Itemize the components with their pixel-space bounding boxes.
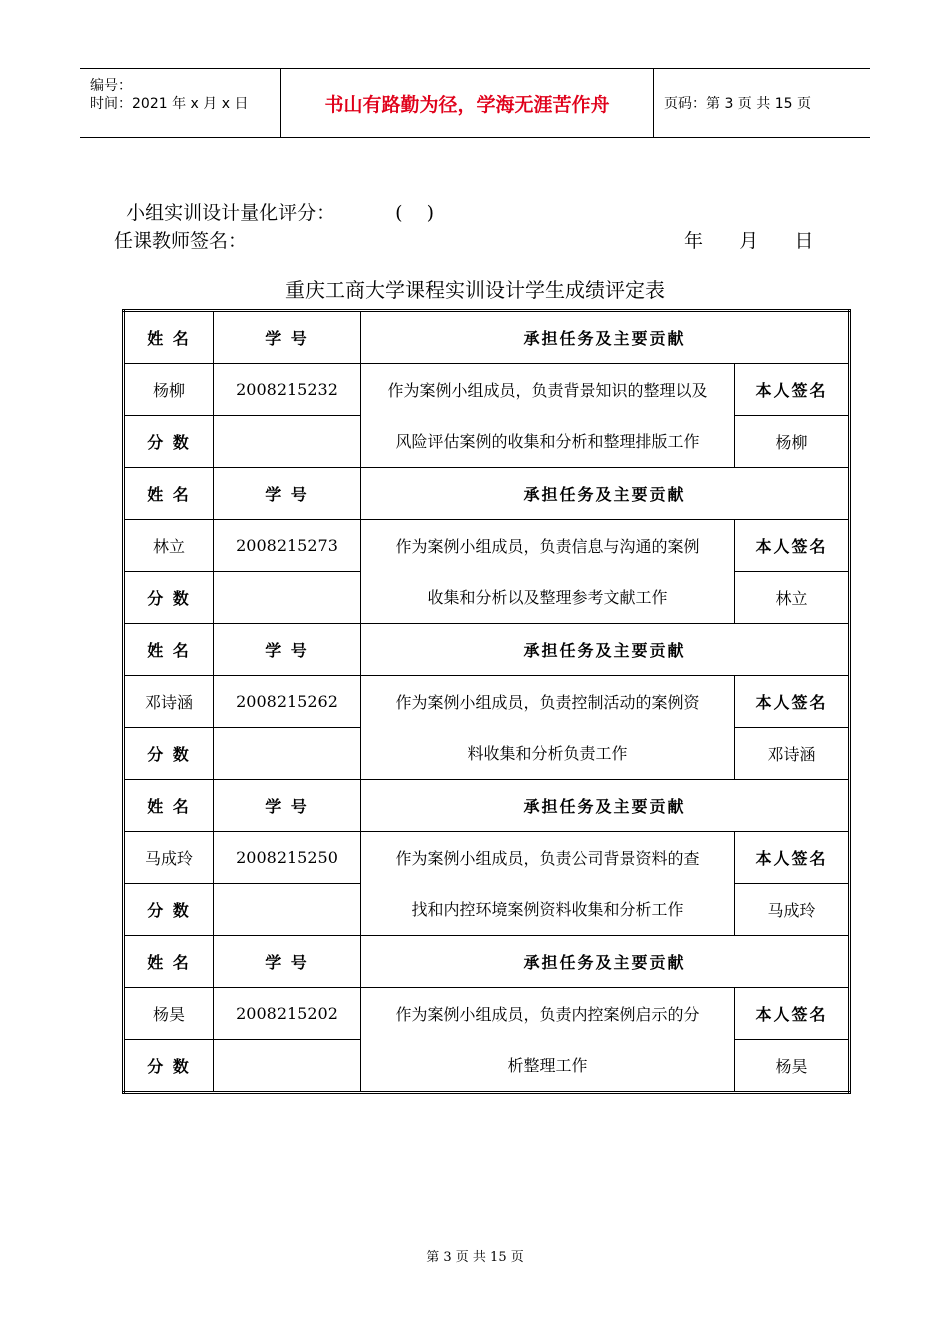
score-label: 分 数 — [124, 416, 214, 468]
task-label: 承担任务及主要贡献 — [361, 468, 850, 520]
student-name: 邓诗涵 — [124, 676, 214, 728]
name-label: 姓 名 — [124, 936, 214, 988]
header-meta-cell — [80, 69, 281, 137]
score-label: 分 数 — [124, 1040, 214, 1093]
student-name: 杨柳 — [124, 364, 214, 416]
score-label: 小组实训设计量化评分： — [126, 202, 336, 224]
student-name: 马成玲 — [124, 832, 214, 884]
header-page-cell — [654, 69, 870, 137]
sign-label: 本人签名 — [735, 364, 850, 416]
task-line: 作为案例小组成员，负责公司背景资料的查 — [395, 848, 700, 868]
header-row — [124, 624, 850, 676]
score-value[interactable] — [214, 416, 361, 468]
id-label: 学 号 — [214, 936, 361, 988]
header-number: 编号： — [90, 78, 132, 94]
student-signature: 马成玲 — [735, 884, 850, 936]
student-id: 2008215250 — [214, 832, 361, 884]
task-line: 作为案例小组成员，负责背景知识的整理以及 — [387, 380, 708, 400]
header-time: 时间：2021 年 x 月 x 日 — [90, 96, 249, 112]
teacher-signature-label: 任课教师签名： — [114, 230, 248, 252]
student-signature: 林立 — [735, 572, 850, 624]
student-id: 2008215262 — [214, 676, 361, 728]
task-line: 作为案例小组成员，负责信息与沟通的案例 — [395, 536, 700, 556]
id-label: 学 号 — [214, 624, 361, 676]
header-row — [124, 780, 850, 832]
task-line: 料收集和分析负责工作 — [467, 743, 628, 763]
name-label: 姓 名 — [124, 624, 214, 676]
sign-label: 本人签名 — [735, 520, 850, 572]
grade-table — [122, 309, 851, 1094]
task-label: 承担任务及主要贡献 — [361, 624, 850, 676]
student-task — [361, 988, 735, 1093]
student-id: 2008215202 — [214, 988, 361, 1040]
sign-label: 本人签名 — [735, 988, 850, 1040]
student-id: 2008215232 — [214, 364, 361, 416]
student-row — [124, 676, 850, 728]
student-row — [124, 520, 850, 572]
task-line: 作为案例小组成员，负责控制活动的案例资 — [395, 692, 700, 712]
student-name: 杨昊 — [124, 988, 214, 1040]
student-row — [124, 988, 850, 1040]
student-row — [124, 832, 850, 884]
score-value[interactable] — [214, 1040, 361, 1093]
table-title: 重庆工商大学课程实训设计学生成绩评定表 — [285, 278, 665, 302]
name-label: 姓 名 — [124, 780, 214, 832]
task-line: 收集和分析以及整理参考文献工作 — [427, 587, 668, 607]
student-task — [361, 364, 735, 468]
task-line: 找和内控环境案例资料收集和分析工作 — [411, 899, 684, 919]
header-row — [124, 936, 850, 988]
task-label: 承担任务及主要贡献 — [361, 936, 850, 988]
grade-table-body — [124, 311, 850, 1093]
student-task — [361, 832, 735, 936]
score-value[interactable] — [214, 884, 361, 936]
task-label: 承担任务及主要贡献 — [361, 780, 850, 832]
score-paren: ( ) — [395, 202, 435, 224]
header-motto: 书山有路勤为径，学海无涯苦作舟 — [324, 93, 610, 116]
score-label: 分 数 — [124, 884, 214, 936]
score-value[interactable] — [214, 728, 361, 780]
score-label: 分 数 — [124, 728, 214, 780]
name-label: 姓 名 — [124, 311, 214, 364]
student-signature: 杨柳 — [735, 416, 850, 468]
task-line: 析整理工作 — [507, 1055, 588, 1075]
student-signature: 邓诗涵 — [735, 728, 850, 780]
student-name: 林立 — [124, 520, 214, 572]
score-line — [114, 176, 434, 225]
student-task — [361, 676, 735, 780]
task-line: 作为案例小组成员，负责内控案例启示的分 — [395, 1004, 700, 1024]
id-label: 学 号 — [214, 780, 361, 832]
score-value[interactable] — [214, 572, 361, 624]
name-label: 姓 名 — [124, 468, 214, 520]
student-id: 2008215273 — [214, 520, 361, 572]
page-header — [80, 68, 870, 138]
header-row — [124, 468, 850, 520]
sign-label: 本人签名 — [735, 832, 850, 884]
header-motto-cell — [281, 69, 654, 137]
task-line: 风险评估案例的收集和分析和整理排版工作 — [395, 431, 700, 451]
student-signature: 杨昊 — [735, 1040, 850, 1093]
student-row — [124, 364, 850, 416]
student-task — [361, 520, 735, 624]
header-page-number: 页码：第 3 页 共 15 页 — [664, 96, 811, 112]
id-label: 学 号 — [214, 468, 361, 520]
id-label: 学 号 — [214, 311, 361, 364]
sign-label: 本人签名 — [735, 676, 850, 728]
page-footer: 第 3 页 共 15 页 — [426, 1250, 524, 1265]
header-row — [124, 311, 850, 364]
score-label: 分 数 — [124, 572, 214, 624]
task-label: 承担任务及主要贡献 — [361, 311, 850, 364]
signature-date: 年 月 日 — [684, 230, 814, 252]
